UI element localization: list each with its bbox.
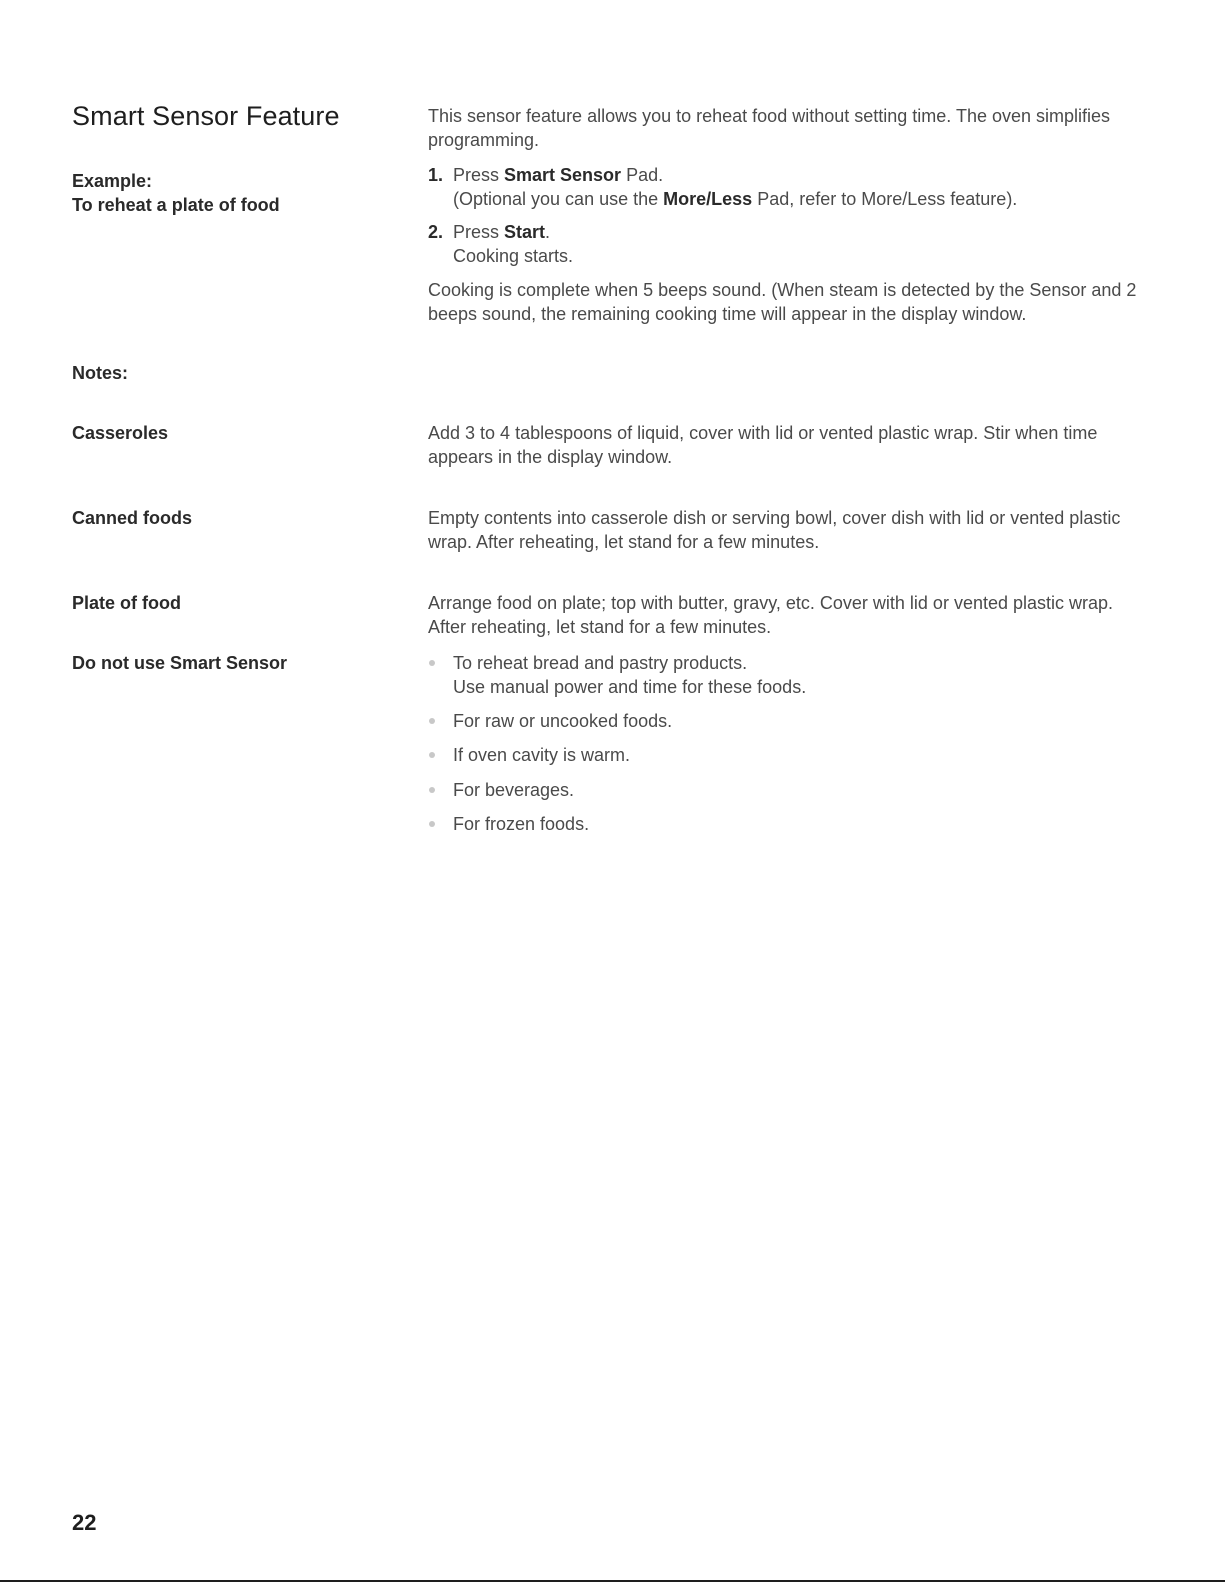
- completion-paragraph: Cooking is complete when 5 beeps sound. (When steam is detected by the Sensor and 2 beeps sound, the remaining cooking time will appear in the display window.: [428, 280, 1137, 324]
- bullet-text: For raw or uncooked foods.: [453, 711, 673, 731]
- notes-label: Notes:: [72, 363, 129, 383]
- bullet-icon: [429, 787, 435, 793]
- step-2: [428, 220, 1148, 268]
- step-number: 1.: [428, 165, 444, 185]
- note-text-plate-of-food: Arrange food on plate; top with butter, gravy, etc. Cover with lid or vented plastic wrap. After reheating, let stand for a few minutes.: [428, 593, 1114, 637]
- bottom-divider: [0, 1580, 1225, 1582]
- do-not-use-label: Do not use Smart Sensor: [72, 653, 288, 673]
- bullet-text: To reheat bread and pastry products.: [453, 653, 748, 673]
- list-item: [428, 709, 1148, 733]
- intro-paragraph: This sensor feature allows you to reheat food without setting time. The oven simplifies programming.: [428, 106, 1111, 150]
- list-item: [428, 651, 1148, 699]
- bullet-text: If oven cavity is warm.: [453, 745, 631, 765]
- step-1: [428, 163, 1148, 211]
- note-text-casseroles: Add 3 to 4 tablespoons of liquid, cover with lid or vented plastic wrap. Stir when time appears in the display window.: [428, 423, 1098, 467]
- step-instruction: Press Smart Sensor Pad.: [453, 165, 664, 185]
- bullet-text: For frozen foods.: [453, 814, 590, 834]
- page-title: Smart Sensor Feature: [72, 101, 340, 131]
- list-item: [428, 743, 1148, 767]
- smart-sensor-pad-name: Smart Sensor: [504, 165, 622, 185]
- note-label-plate-of-food: Plate of food: [72, 593, 181, 613]
- step-number: 2.: [428, 222, 444, 242]
- example-subtitle: To reheat a plate of food: [72, 195, 280, 215]
- note-text-canned-foods: Empty contents into casserole dish or serving bowl, cover dish with lid or vented plastic wrap. After reheating, let stand for a few minutes.: [428, 508, 1121, 552]
- list-item: [428, 778, 1148, 802]
- bullet-text: For beverages.: [453, 780, 575, 800]
- bullet-icon: [429, 660, 435, 666]
- note-label-casseroles: Casseroles: [72, 423, 169, 443]
- example-label: Example:: [72, 171, 153, 191]
- start-pad-name: Start: [504, 222, 546, 242]
- example-heading: [72, 169, 280, 217]
- bullet-icon: [429, 718, 435, 724]
- more-less-pad-name: More/Less: [663, 189, 753, 209]
- page-number: 22: [72, 1510, 97, 1535]
- step-note: (Optional you can use the More/Less Pad, refer to More/Less feature).: [453, 189, 1018, 209]
- bullet-icon: [429, 821, 435, 827]
- step-instruction: Press Start.: [453, 222, 551, 242]
- note-label-canned-foods: Canned foods: [72, 508, 192, 528]
- bullet-subtext: Use manual power and time for these foods.: [453, 677, 807, 697]
- list-item: [428, 812, 1148, 836]
- bullet-icon: [429, 752, 435, 758]
- step-note: Cooking starts.: [453, 246, 574, 266]
